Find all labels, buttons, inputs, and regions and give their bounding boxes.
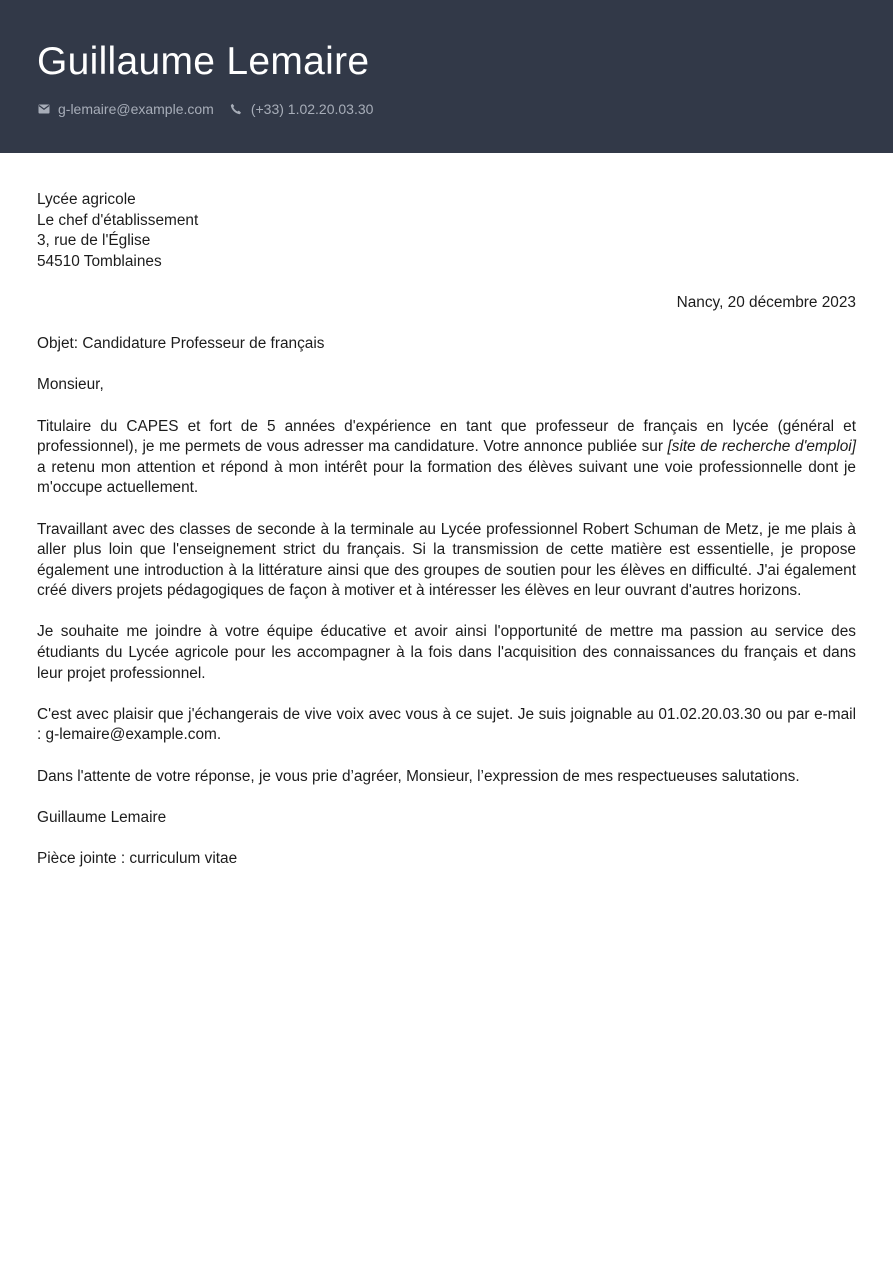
mail-icon — [37, 103, 50, 116]
email-text[interactable]: g-lemaire@example.com — [58, 101, 214, 117]
phone-contact — [230, 101, 374, 117]
paragraph-intro — [37, 417, 856, 499]
letter-body — [0, 153, 893, 870]
recipient-line: 54510 Tomblaines — [37, 252, 162, 270]
paragraph-motivation: Je souhaite me joindre à votre équipe éducative et avoir ainsi l'opportunité de mettre ma passion au service des étudiants du Lycée agricole pour les accompagner à la fois dans l'acquisition des connaissances du français et dans leur projet professionnel. — [37, 623, 856, 682]
signature: Guillaume Lemaire — [37, 808, 167, 826]
attachment-note: Pièce jointe : curriculum vitae — [37, 850, 238, 867]
letter-date: Nancy, 20 décembre 2023 — [676, 293, 856, 311]
paragraph-text: Titulaire du CAPES et fort de 5 années d'expérience en tant que professeur de français en lycée (général et professionnel), je me permets de vous adresser ma candidature. Votre annonce publiée sur — [37, 417, 856, 456]
recipient-line: Lycée agricole — [37, 191, 136, 208]
paragraph-closing: Dans l'attente de votre réponse, je vous prie d’agréer, Monsieur, l’expression de mes respectueuses salutations. — [37, 767, 800, 785]
letter-header — [0, 0, 893, 153]
salutation: Monsieur, — [37, 376, 104, 394]
recipient-line: 3, rue de l'Église — [37, 232, 151, 250]
phone-icon — [230, 103, 243, 116]
sender-name: Guillaume Lemaire — [37, 40, 370, 83]
phone-text[interactable]: (+33) 1.02.20.03.30 — [250, 101, 374, 117]
letter-subject: Objet: Candidature Professeur de français — [37, 335, 325, 353]
job-site-placeholder: [site de recherche d'emploi] — [667, 438, 856, 456]
recipient-address — [37, 190, 856, 272]
paragraph-experience: Travaillant avec des classes de seconde à la terminale au Lycée professionnel Robert Schuman de Metz, je me plais à aller plus loin que l'enseignement strict du français. Si la transmission de cette matière est essentielle, je propose également une introduction à la littérature ainsi que des groupes de soutien pour les élèves en difficulté. J'ai également créé divers projets pédagogiques de façon à motiver et à intéresser les élèves en leur ouvrant d'autres horizons. — [37, 520, 856, 600]
email-contact — [37, 101, 214, 117]
paragraph-contact: C'est avec plaisir que j'échangerais de vive voix avec vous à ce sujet. Je suis joignable au 01.02.20.03.30 ou par e-mail : g-lemaire@example.com. — [37, 705, 856, 744]
recipient-line: Le chef d'établissement — [37, 211, 199, 229]
paragraph-text: a retenu mon attention et répond à mon intérêt pour la formation des élèves suivant une voie professionnelle dont je m'occupe actuellement. — [37, 458, 856, 497]
contact-info — [37, 101, 856, 117]
